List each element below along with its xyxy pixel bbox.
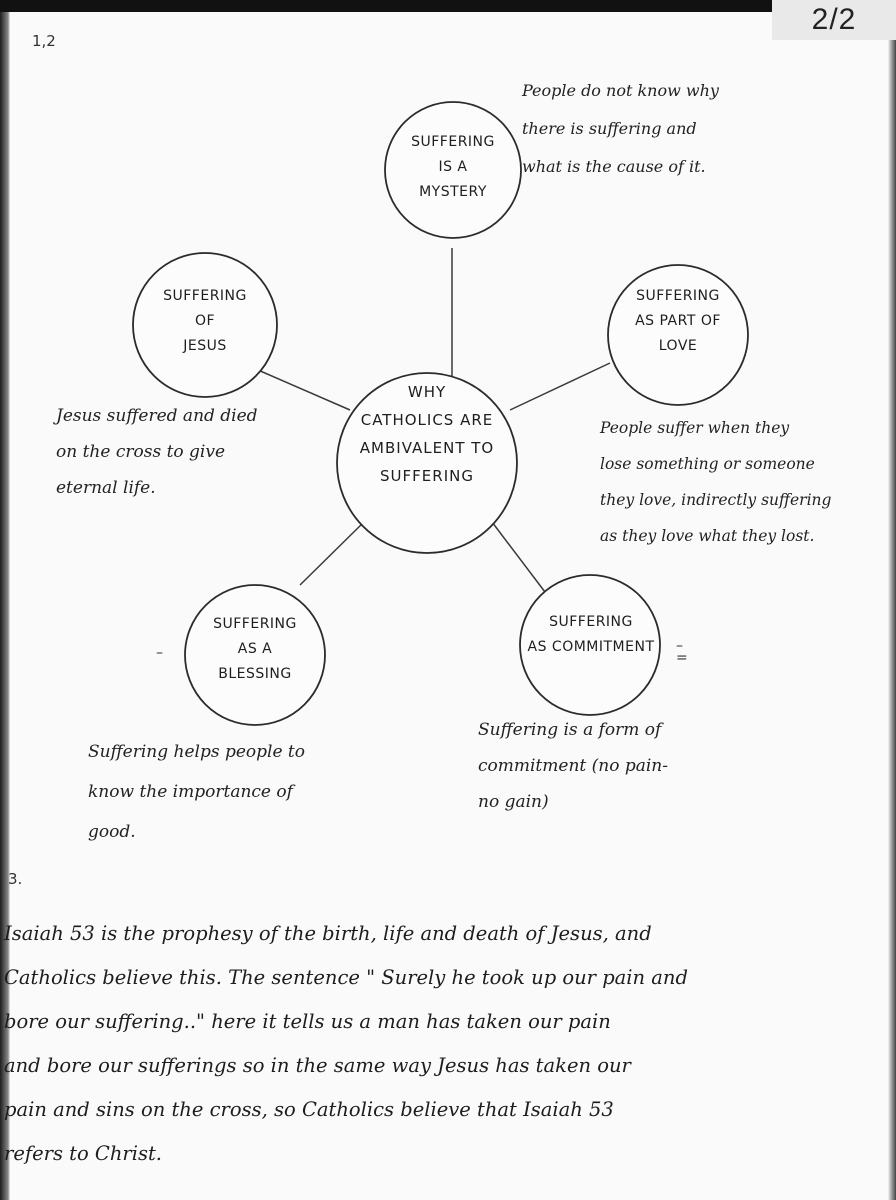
essay-line: Isaiah 53 is the prophesy of the birth, life and death of Jesus, and [4, 922, 652, 945]
section-label-3: 3. [8, 870, 23, 888]
dash-mark: – [156, 645, 163, 661]
node-line: SUFFERING [411, 134, 495, 150]
note-line: know the importance of [88, 782, 293, 802]
essay-answer [4, 912, 888, 1176]
note-line: People do not know why [522, 81, 719, 100]
note-line: Jesus suffered and died [56, 406, 258, 426]
node-line: IS A [438, 159, 468, 175]
center-line: SUFFERING [380, 467, 474, 485]
dash-mark: – = [676, 638, 688, 666]
essay-line: refers to Christ. [4, 1142, 162, 1165]
note-mystery [522, 72, 812, 186]
note-love [600, 410, 890, 554]
node-line: BLESSING [218, 666, 292, 682]
node-jesus [138, 284, 272, 359]
node-line: SUFFERING [213, 616, 297, 632]
center-topic [337, 378, 517, 490]
spoke-blessing [300, 520, 366, 585]
node-love [612, 284, 744, 359]
note-line: as they love what they lost. [600, 527, 815, 545]
note-jesus [56, 398, 336, 506]
spoke-commitment [492, 522, 545, 592]
note-line: good. [88, 822, 136, 842]
node-line: AS A [237, 641, 273, 657]
node-line: OF [194, 313, 216, 329]
node-line: SUFFERING [636, 288, 720, 304]
note-line: People suffer when they [600, 419, 790, 437]
node-line: JESUS [183, 338, 227, 354]
essay-line: and bore our sufferings so in the same way Jesus has taken our [4, 1054, 631, 1077]
note-line: commitment (no pain- [478, 756, 668, 776]
note-line: on the cross to give [56, 442, 226, 462]
note-line: eternal life. [56, 478, 156, 498]
section-label-1-2: 1,2 [32, 32, 56, 50]
center-line: WHY [407, 383, 447, 401]
note-line: lose something or someone [600, 455, 815, 473]
center-line: CATHOLICS ARE [360, 411, 494, 429]
note-line: Suffering is a form of [478, 720, 662, 740]
node-commitment [520, 610, 662, 660]
node-line: LOVE [658, 338, 698, 354]
note-line: what is the cause of it. [522, 157, 706, 176]
node-line: AS COMMITMENT [527, 639, 655, 655]
note-line: Suffering helps people to [88, 742, 305, 762]
spoke-love [510, 363, 610, 410]
page-counter: 2/2 [772, 0, 896, 40]
node-line: SUFFERING [549, 614, 633, 630]
essay-line: Catholics believe this. The sentence " Surely he took up our pain and [4, 966, 688, 989]
node-line: SUFFERING [163, 288, 247, 304]
note-line: they love, indirectly suffering [600, 491, 832, 509]
node-blessing [188, 612, 322, 687]
note-line: there is suffering and [522, 119, 697, 138]
note-blessing [88, 732, 378, 852]
essay-line: bore our suffering.." here it tells us a man has taken our pain [4, 1010, 611, 1033]
center-line: AMBIVALENT TO [359, 439, 495, 457]
essay-line: pain and sins on the cross, so Catholics believe that Isaiah 53 [4, 1098, 614, 1121]
node-line: AS PART OF [635, 313, 721, 329]
note-commitment [478, 712, 748, 820]
node-line: MYSTERY [419, 184, 487, 200]
note-line: no gain) [478, 792, 549, 812]
node-mystery [390, 130, 516, 205]
